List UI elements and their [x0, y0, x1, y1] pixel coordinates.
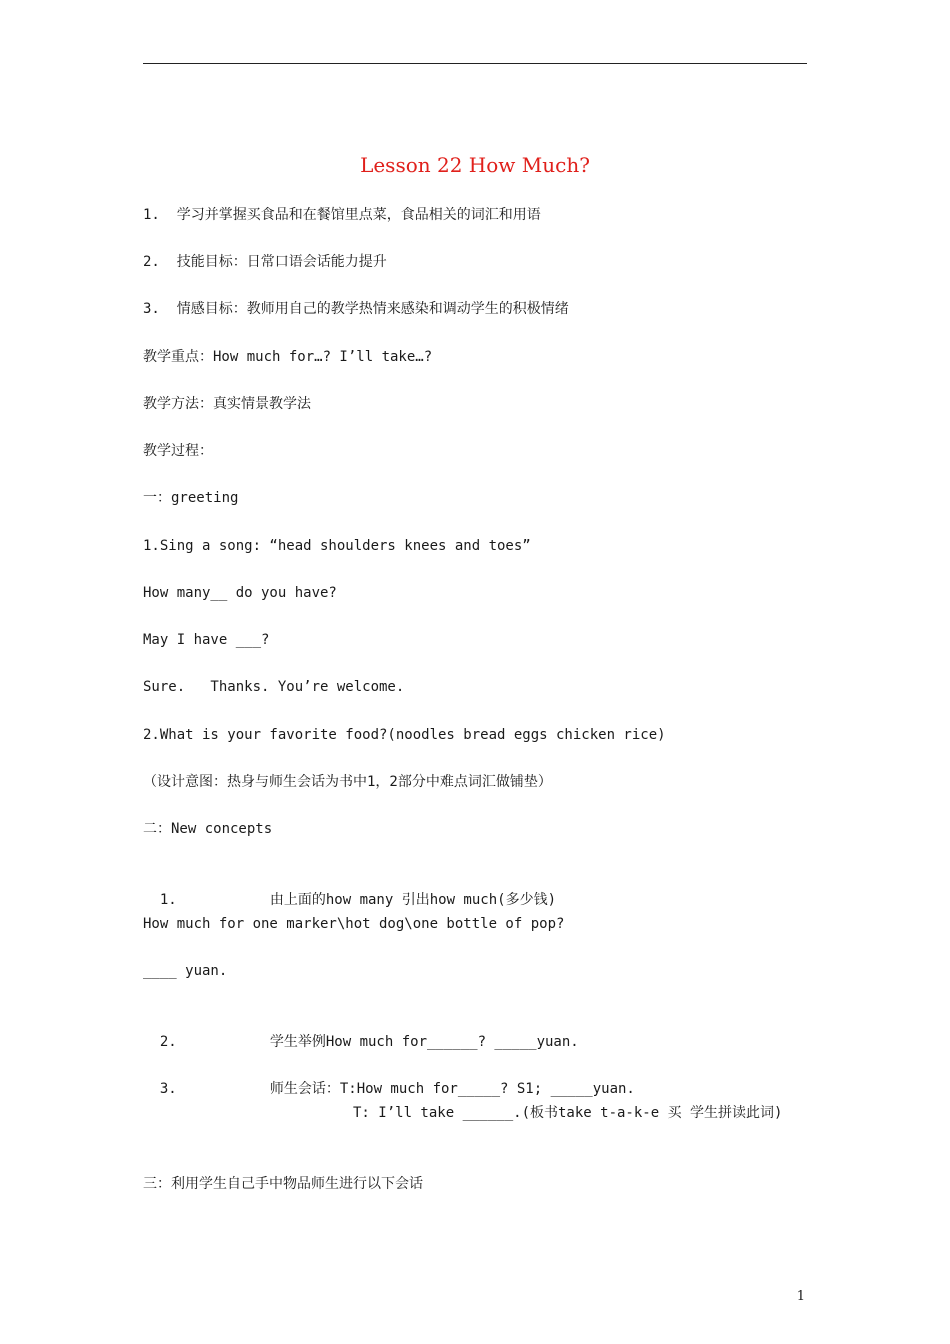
step-2 — [143, 1006, 579, 1054]
dialogue-line-1: How many__ do you have? — [143, 585, 337, 601]
favorite-food-line: 2.What is your favorite food?(noodles bread eggs chicken rice) — [143, 727, 666, 743]
section-1-heading: 一：greeting — [143, 490, 239, 506]
step-2-text: 学生举例How much for______? _____yuan. — [269, 1034, 579, 1050]
teaching-focus: 教学重点：How much for…? I’ll take…? — [143, 349, 433, 365]
step-2-number: 2. — [159, 1034, 177, 1050]
step-1-text: 由上面的how many 引出how much(多少钱) — [269, 892, 557, 908]
section-3-heading: 三：利用学生自己手中物品师生进行以下会话 — [143, 1176, 423, 1192]
teacher-line — [143, 1101, 807, 1125]
step-3-number: 3. — [159, 1081, 177, 1097]
teaching-process-heading: 教学过程： — [143, 443, 213, 459]
dialogue-line-2: May I have ___? — [143, 632, 270, 648]
design-intent: （设计意图：热身与师生会话为书中1，2部分中难点词汇做铺垫） — [143, 774, 552, 790]
teacher-line-text: T: I’ll take ______.(板书take t-a-k-e 买 学生拼读此词) — [353, 1105, 783, 1121]
step-3-text: 师生会话：T:How much for_____? S1; _____yuan. — [269, 1081, 635, 1097]
step-3 — [143, 1053, 635, 1101]
objective-1: 1. 学习并掌握买食品和在餐馆里点菜，食品相关的词汇和用语 — [143, 207, 541, 223]
dialogue-line-3: Sure. Thanks. You’re welcome. — [143, 679, 405, 695]
objective-3: 3. 情感目标：教师用自己的教学热情来感染和调动学生的积极情绪 — [143, 301, 569, 317]
step-1 — [143, 864, 556, 912]
song-line: 1.Sing a song: “head shoulders knees and toes” — [143, 538, 531, 554]
header-rule — [143, 63, 807, 64]
section-2-heading: 二：New concepts — [143, 821, 273, 837]
step-1-example: How much for one marker\hot dog\one bottle of pop? — [143, 916, 565, 932]
step-1-number: 1. — [159, 892, 177, 908]
step-1-answer: ____ yuan. — [143, 963, 228, 979]
teaching-method: 教学方法：真实情景教学法 — [143, 396, 311, 412]
objective-2: 2. 技能目标：日常口语会话能力提升 — [143, 254, 387, 270]
page-number: 1 — [796, 1289, 805, 1304]
document-title: Lesson 22 How Much? — [360, 153, 590, 177]
